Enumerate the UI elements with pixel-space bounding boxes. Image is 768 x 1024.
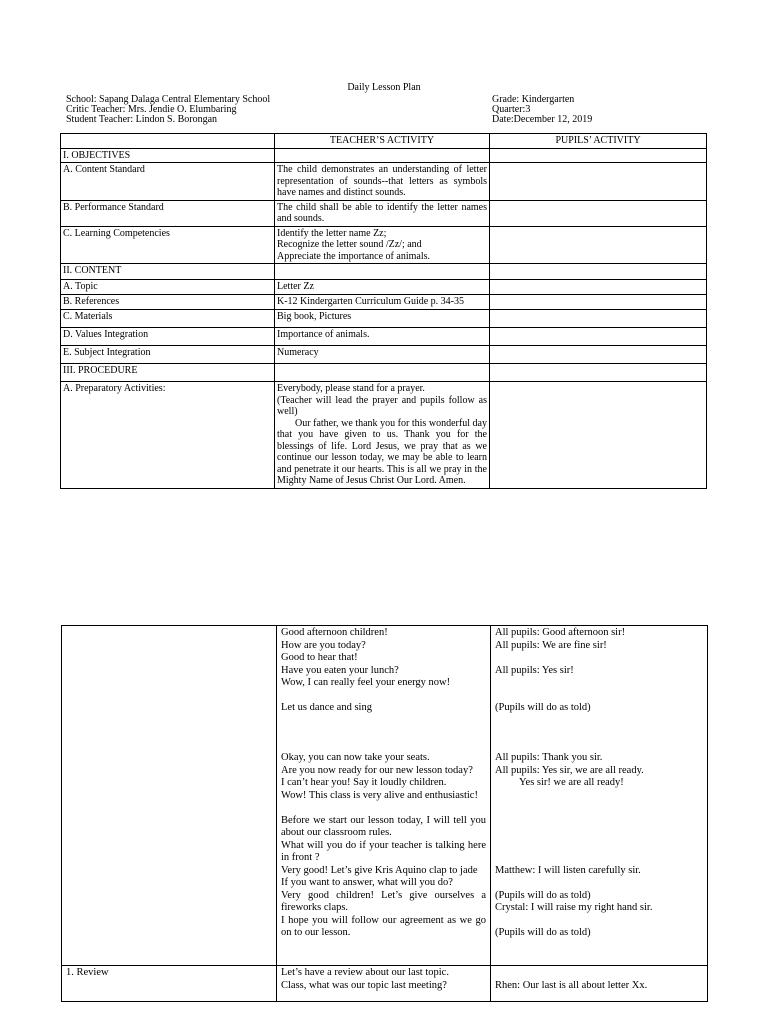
teacher-line: Okay, you can now take your seats. bbox=[281, 752, 430, 763]
spacer bbox=[281, 715, 486, 728]
topic-text: Letter Zz bbox=[275, 280, 490, 295]
subject-integration-text: Numeracy bbox=[275, 346, 490, 364]
references-text: K-12 Kindergarten Curriculum Guide p. 34-35 bbox=[275, 295, 490, 310]
student-teacher: Student Teacher: Lindon S. Borongan bbox=[66, 114, 218, 125]
empty-cell bbox=[490, 264, 707, 280]
teacher-line: Wow, I can really feel your energy now! bbox=[281, 677, 451, 688]
pupil-line: All pupils: Yes sir! bbox=[495, 664, 574, 676]
empty-cell bbox=[490, 200, 707, 226]
spacer bbox=[495, 740, 703, 753]
empty-cell bbox=[62, 626, 277, 966]
spacer bbox=[495, 827, 703, 840]
teacher-line: Good to hear that! bbox=[281, 652, 358, 663]
content-heading: II. CONTENT bbox=[61, 264, 275, 280]
learning-competencies-label: C. Learning Competencies bbox=[61, 226, 275, 264]
pupil-line: All pupils: Thank you sir. bbox=[495, 752, 603, 763]
empty-cell bbox=[490, 163, 707, 201]
pupil-line: (Pupils will do as told) bbox=[495, 702, 591, 713]
spacer bbox=[281, 740, 486, 753]
spacer bbox=[495, 690, 703, 703]
quarter: Quarter:3 bbox=[492, 104, 531, 115]
spacer bbox=[495, 877, 703, 890]
spacer bbox=[495, 715, 703, 728]
lesson-plan-table-continued bbox=[61, 625, 708, 1002]
teacher-line: Class, what was our topic last meeting? bbox=[281, 979, 447, 991]
performance-standard-text: The child shall be able to identify the letter names and sounds. bbox=[275, 200, 490, 226]
teacher-line: Have you eaten your lunch? bbox=[281, 664, 399, 676]
pupil-line: Crystal: I will raise my right hand sir. bbox=[495, 902, 653, 913]
empty-cell bbox=[275, 364, 490, 382]
teacher-line: Very good! Let’s give Kris Aquino clap to jade bbox=[281, 864, 478, 876]
prayer-text: Our father, we thank you for this wonderful day that you have given to us. Thank you for the blessings of life. Lord Jesus, we pray that as we continue our lesson today, we may be able to learn and penetrate it our hearts. This is all we pray in the Mighty Name of Jesus Christ Our Lord. Amen. bbox=[277, 417, 487, 486]
teacher-line: I hope you will follow our agreement as we go on to our lesson. bbox=[281, 914, 486, 938]
pupil-line: All pupils: Good afternoon sir! bbox=[495, 627, 626, 638]
preparatory-activities-label: A. Preparatory Activities: bbox=[61, 382, 275, 489]
teacher-activity-cell bbox=[277, 626, 491, 966]
teacher-line: Before we start our lesson today, I will tell you about our classroom rules. bbox=[281, 814, 486, 838]
header-empty-cell bbox=[61, 134, 275, 149]
teacher-line: Are you now ready for our new lesson today? bbox=[281, 764, 473, 776]
content-standard-text: The child demonstrates an understanding of letter representation of sounds--that letters as symbols have names and distinct sounds. bbox=[275, 163, 490, 201]
teacher-line: Let us dance and sing bbox=[281, 702, 372, 713]
critic-teacher: Critic Teacher: Mrs. Jendie O. Elumbaring bbox=[66, 104, 237, 115]
empty-cell bbox=[490, 364, 707, 382]
learning-competencies-text bbox=[275, 226, 490, 264]
references-label: B. References bbox=[61, 295, 275, 310]
review-teacher-cell bbox=[277, 966, 491, 1002]
topic-label: A. Topic bbox=[61, 280, 275, 295]
review-label: 1. Review bbox=[62, 966, 277, 1002]
empty-cell bbox=[490, 295, 707, 310]
empty-cell bbox=[490, 226, 707, 264]
pupil-line: All pupils: Yes sir, we are all ready. bbox=[495, 764, 644, 776]
subject-integration-label: E. Subject Integration bbox=[61, 346, 275, 364]
pupil-line: Matthew: I will listen carefully sir. bbox=[495, 864, 641, 876]
prayer-intro: Everybody, please stand for a prayer. bbox=[277, 383, 425, 394]
empty-cell bbox=[490, 280, 707, 295]
spacer bbox=[495, 652, 703, 665]
page-title: Daily Lesson Plan bbox=[347, 82, 421, 93]
competency-item: Recognize the letter sound /Zz/; and bbox=[277, 239, 422, 250]
competency-item: Identify the letter name Zz; bbox=[277, 227, 387, 239]
empty-cell bbox=[490, 382, 707, 489]
school-name: School: Sapang Dalaga Central Elementary School bbox=[66, 94, 271, 105]
spacer bbox=[495, 967, 703, 980]
spacer bbox=[281, 690, 486, 703]
procedure-heading: III. PROCEDURE bbox=[61, 364, 275, 382]
competency-item: Appreciate the importance of animals. bbox=[277, 250, 430, 262]
pupil-line: Yes sir! we are all ready! bbox=[519, 777, 624, 788]
content-standard-label: A. Content Standard bbox=[61, 163, 275, 201]
spacer bbox=[495, 815, 703, 828]
pupils-activity-cell bbox=[491, 626, 708, 966]
date: Date:December 12, 2019 bbox=[492, 114, 593, 125]
materials-text: Big book, Pictures bbox=[275, 310, 490, 328]
objectives-heading: I. OBJECTIVES bbox=[61, 148, 275, 163]
prayer-note: (Teacher will lead the prayer and pupils follow as well) bbox=[277, 394, 487, 417]
spacer bbox=[495, 840, 703, 853]
teacher-line: How are you today? bbox=[281, 639, 366, 651]
spacer bbox=[495, 677, 703, 690]
spacer bbox=[281, 727, 486, 740]
performance-standard-label: B. Performance Standard bbox=[61, 200, 275, 226]
empty-cell bbox=[490, 310, 707, 328]
teacher-line: Wow! This class is very alive and enthusiastic! bbox=[281, 789, 478, 801]
spacer bbox=[495, 802, 703, 815]
pupil-line: Rhen: Our last is all about letter Xx. bbox=[495, 979, 648, 991]
spacer bbox=[495, 790, 703, 803]
pupil-line: (Pupils will do as told) bbox=[495, 927, 591, 938]
teacher-line: What will you do if your teacher is talking here in front ? bbox=[281, 839, 486, 863]
empty-cell bbox=[275, 148, 490, 163]
teacher-line: If you want to answer, what will you do? bbox=[281, 877, 453, 888]
spacer bbox=[495, 915, 703, 928]
empty-cell bbox=[490, 148, 707, 163]
pupils-activity-header: PUPILS’ ACTIVITY bbox=[490, 134, 707, 149]
lesson-plan-table bbox=[60, 133, 707, 489]
values-integration-label: D. Values Integration bbox=[61, 328, 275, 346]
spacer bbox=[495, 727, 703, 740]
preparatory-activities-text bbox=[275, 382, 490, 489]
teacher-line: Let’s have a review about our last topic. bbox=[281, 967, 449, 978]
grade: Grade: Kindergarten bbox=[492, 94, 575, 105]
teacher-line: Good afternoon children! bbox=[281, 627, 388, 638]
values-integration-text: Importance of animals. bbox=[275, 328, 490, 346]
review-pupils-cell bbox=[491, 966, 708, 1002]
empty-cell bbox=[490, 346, 707, 364]
pupil-line: (Pupils will do as told) bbox=[495, 889, 591, 901]
teacher-line: I can’t hear you! Say it loudly children. bbox=[281, 777, 447, 788]
teacher-activity-header: TEACHER’S ACTIVITY bbox=[275, 134, 490, 149]
teacher-line: Very good children! Let’s give ourselves a fireworks claps. bbox=[281, 889, 486, 913]
empty-cell bbox=[275, 264, 490, 280]
spacer bbox=[495, 852, 703, 865]
empty-cell bbox=[490, 328, 707, 346]
materials-label: C. Materials bbox=[61, 310, 275, 328]
spacer bbox=[281, 802, 486, 815]
pupil-line: All pupils: We are fine sir! bbox=[495, 639, 607, 651]
